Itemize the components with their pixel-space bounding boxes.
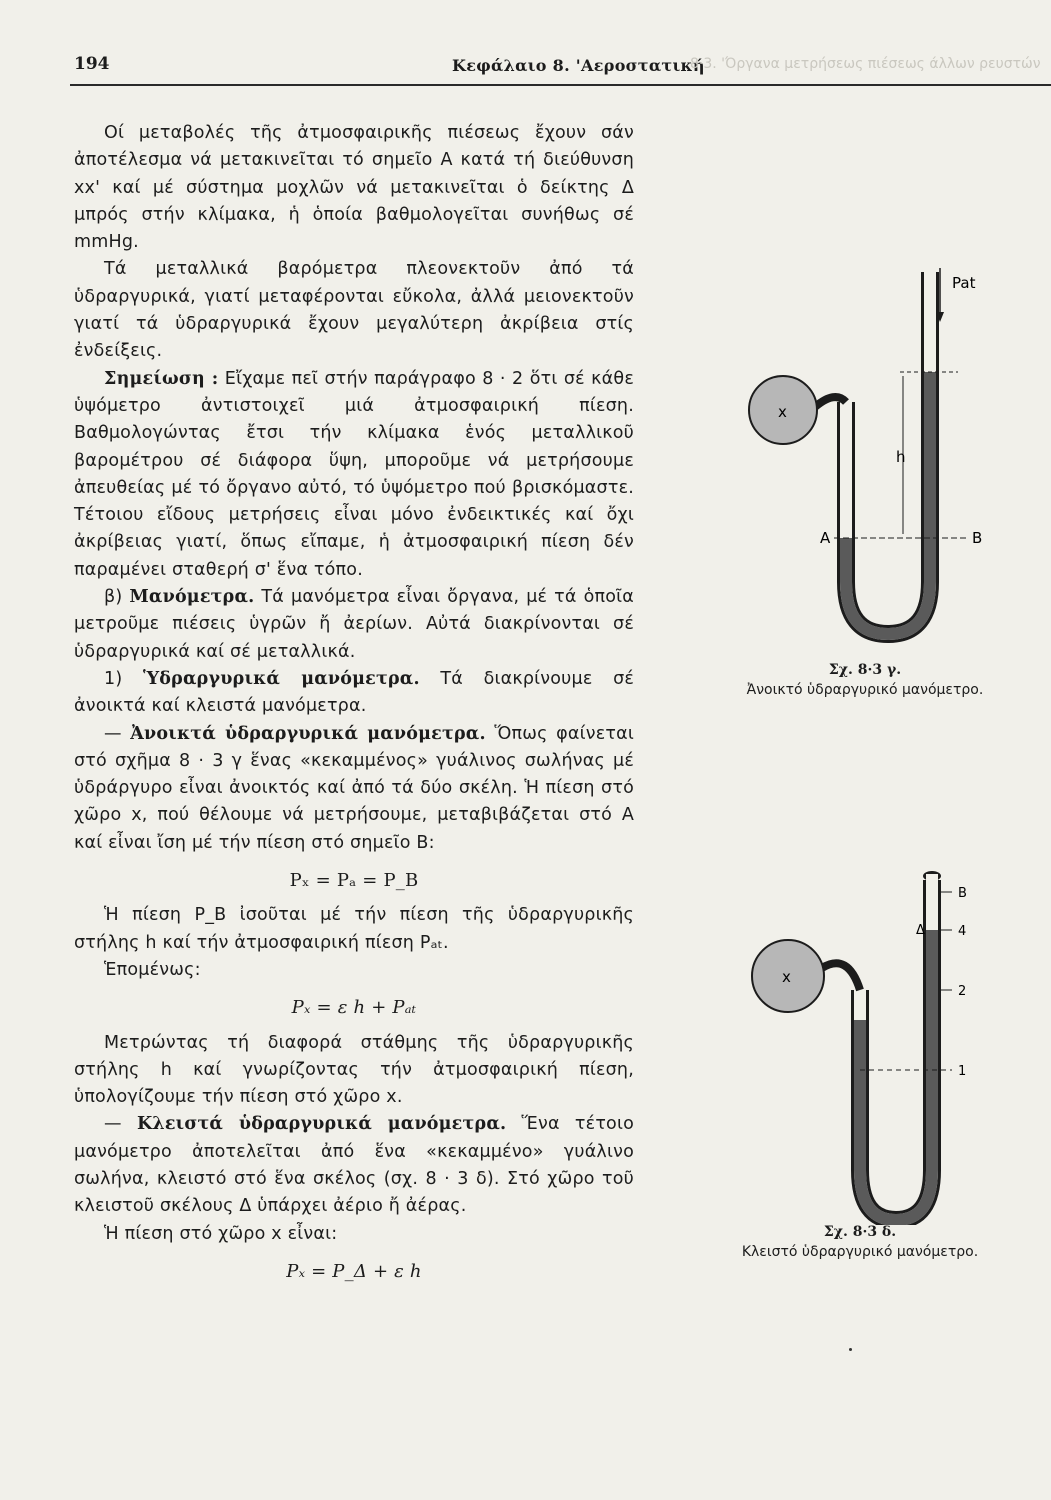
label-point-a: A bbox=[820, 529, 831, 547]
connecting-tube bbox=[822, 963, 860, 990]
scale-label-2: 2 bbox=[958, 984, 967, 999]
open-manometer-diagram bbox=[740, 262, 1000, 662]
figure-closed-caption bbox=[700, 1224, 1020, 1260]
page-number: 194 bbox=[74, 54, 110, 74]
body-text bbox=[74, 120, 634, 1293]
figure-open-manometer bbox=[740, 262, 1000, 698]
paragraph-note: Σημείωση : Εἴχαμε πεῖ στήν παράγραφο 8 · 2 ὅτι σέ κάθε ὑψόμετρο ἀντιστοιχεῖ μιά ἀτμοσφαιρική πίεση. Βαθμολογώντας ἔτσι τήν κλίμακα ἑνός μεταλλικοῦ βαρομέτρου σέ διάφορα ὕψη, μποροῦμε νά μετρήσουμε ἀπευθείας μέ τό ὄργανο αὐτό, τό ὑψόμετρο πού βρισκόμαστε. Τέτοιου εἴδους μετρήσεις εἶναι μόνο ἐνδεικτικές καί ὄχι ἀκρίβειας γιατί, ὅπως εἴπαμε, ἡ ἀτμοσφαιρική πίεση δέν παραμένει σταθερή σ' ἕνα τόπο. bbox=[74, 368, 634, 580]
label-chamber-x: x bbox=[778, 403, 787, 421]
u-tube-glass bbox=[846, 272, 930, 634]
figure-open-caption bbox=[710, 662, 1020, 698]
scale-label-1: 1 bbox=[958, 1064, 967, 1079]
paragraph-mercury-manometers: 1) Ὑδραργυρικά μανόμετρα. Τά διακρίνουμε σέ ἀνοικτά καί κλειστά μανόμετρα. bbox=[74, 668, 635, 717]
equation-open-manometer: Pₓ = ε h + Pₐₜ bbox=[291, 997, 417, 1019]
bleed-through-title: 8·3. 'Όργανα μετρήσεως πιέσεως άλλων ρευστών bbox=[690, 56, 1041, 72]
chapter-title: Κεφάλαιο 8. 'Αεροστατική bbox=[452, 56, 705, 75]
label-gas-delta: Δ bbox=[916, 923, 925, 938]
page-header bbox=[0, 0, 1051, 100]
label-point-b: B bbox=[972, 529, 983, 547]
paragraph-closed-manometers: — Κλειστά ὑδραργυρικά μανόμετρα. Ἕνα τέτοιο μανόμετρο ἀποτελεῖται ἀπό ἕνα «κεκαμμένο» γυάλινο σωλήνα, κλειστό στό ἕνα σκέλος (σχ. 8 · 3 δ). Στό χῶρο τοῦ κλειστοῦ σκέλους Δ ὑπάρχει ἀέριο ἤ ἀέρας. bbox=[74, 1114, 634, 1217]
label-height-h: h bbox=[896, 448, 906, 466]
equation-closed-manometer: Pₓ = P_Δ + ε h bbox=[286, 1260, 422, 1282]
paragraph: Ἡ πίεση P_B ἰσοῦται μέ τήν πίεση τῆς ὑδραργυρικῆς στήλης h καί τήν ἀτμοσφαιρική πίεση Pₐₜ. bbox=[74, 905, 634, 953]
figure-caption: Κλειστό ὑδραργυρικό μανόμετρο. bbox=[741, 1244, 979, 1260]
paragraph: Ἡ πίεση στό χῶρο x εἶναι: bbox=[104, 1223, 338, 1244]
equation-pressures-equal: Pₓ = Pₐ = P_B bbox=[289, 870, 419, 892]
header-rule bbox=[70, 84, 1051, 86]
paragraph: Οί μεταβολές τῆς ἀτμοσφαιρικῆς πιέσεως ἔχουν σάν ἀποτέλεσμα νά μετακινεῖται τό σημεῖο Α κατά τή διεύθυνση xx' καί μέ σύστημα μοχλῶν νά μετακινεῖται ὁ δείκτης Δ μπρός στήν κλίμακα, ἡ ὁποία βαθμολογεῖται συνήθως σέ mmHg. bbox=[74, 123, 634, 253]
paragraph-open-manometers: — Ἀνοικτά ὑδραργυρικά μανόμετρα. Ὅπως φαίνεται στό σχῆμα 8 · 3 γ ἕνας «κεκαμμένος» γυάλινος σωλήνας μέ ὑδράργυρο εἶναι ἀνοικτός καί ἀπό τά δύο σκέλη. Ἡ πίεση στό χῶρο x, πού θέλουμε νά μετρήσουμε, μεταβιβάζεται στό Α καί εἶναι ἴση μέ τήν πίεση στό σημεῖο Β: bbox=[74, 723, 634, 853]
ink-speck bbox=[849, 1348, 852, 1351]
u-tube-bore bbox=[846, 272, 930, 634]
figure-number: Σχ. 8·3 γ. bbox=[828, 662, 902, 678]
paragraph: Ἑπομένως: bbox=[104, 959, 201, 980]
paragraph-manometers: β) Μανόμετρα. Τά μανόμετρα εἶναι ὄργανα, μέ τά ὁποῖα μετροῦμε πιέσεις ὑγρῶν ἤ ἀερίων. Αὐτά διακρίνονται σέ ὑδραργυρικά καί σέ μεταλλικά. bbox=[74, 587, 634, 662]
closed-manometer-diagram bbox=[740, 870, 1000, 1225]
closed-end-inner bbox=[926, 874, 938, 882]
figure-number: Σχ. 8·3 δ. bbox=[823, 1224, 897, 1240]
paragraph: Μετρώντας τή διαφορά στάθμης τῆς ὑδραργυρικῆς στήλης h καί γνωρίζοντας τήν ἀτμοσφαιρική πίεση, ὑπολογίζουμε τήν πίεση στό χῶρο x. bbox=[74, 1032, 634, 1108]
label-pressure: Pat bbox=[952, 274, 976, 292]
scale-label-4: 4 bbox=[958, 924, 967, 939]
figure-caption: Ἀνοικτό ὑδραργυρικό μανόμετρο. bbox=[746, 682, 984, 698]
paragraph: Τά μεταλλικά βαρόμετρα πλεονεκτοῦν ἀπό τά ὑδραργυρικά, γιατί μεταφέρονται εὔκολα, ἀλλά μειονεκτοῦν γιατί τά ὑδραργυρικά ἔχουν μεγαλύτερη ἀκρίβεια στίς ἐνδείξεις. bbox=[74, 259, 634, 362]
scale-label-b: B bbox=[958, 886, 967, 901]
label-chamber-x: x bbox=[782, 968, 791, 986]
mercury-column bbox=[860, 930, 932, 1220]
mercury-column bbox=[846, 372, 930, 634]
figure-closed-manometer bbox=[740, 870, 1000, 1260]
